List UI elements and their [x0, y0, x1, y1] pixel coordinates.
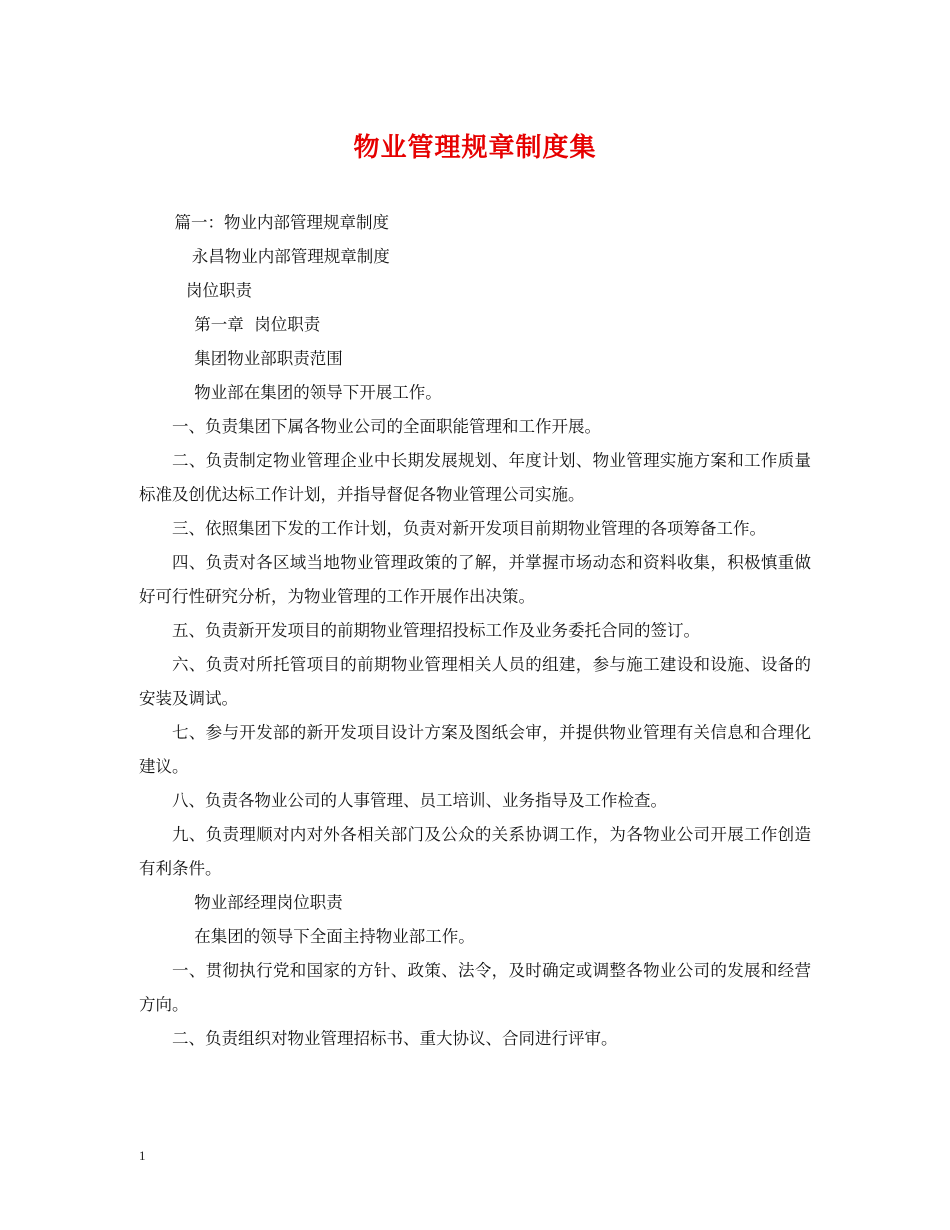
paragraph: 永昌物业内部管理规章制度: [191, 247, 390, 266]
document-body: [139, 206, 811, 1056]
list-item: 二、负责组织对物业管理招标书、重大协议、合同进行评审。: [172, 1029, 618, 1048]
paragraph: 岗位职责: [186, 281, 253, 300]
section-heading: 物业部经理岗位职责: [194, 893, 343, 912]
document-title: 物业管理规章制度集: [353, 133, 597, 163]
list-item: 一、贯彻执行党和国家的方针、政策、法令，及时确定或调整各物业公司的发展和经营方向。: [139, 961, 811, 1014]
page-number: 1: [139, 1148, 146, 1163]
section-heading: 集团物业部职责范围: [194, 349, 343, 368]
list-item: 九、负责理顺对内对外各相关部门及公众的关系协调工作，为各物业公司开展工作创造有利条件。: [139, 825, 811, 878]
list-item: 二、负责制定物业管理企业中长期发展规划、年度计划、物业管理实施方案和工作质量标准及创优达标工作计划，并指导督促各物业管理公司实施。: [139, 451, 811, 504]
paragraph: 篇一：物业内部管理规章制度: [174, 213, 389, 232]
list-item: 八、负责各物业公司的人事管理、员工培训、业务指导及工作检查。: [172, 791, 667, 810]
paragraph: 物业部在集团的领导下开展工作。: [194, 383, 442, 402]
list-item: 七、参与开发部的新开发项目设计方案及图纸会审，并提供物业管理有关信息和合理化建议。: [139, 723, 811, 776]
list-item: 五、负责新开发项目的前期物业管理招投标工作及业务委托合同的签订。: [172, 621, 700, 640]
paragraph: 在集团的领导下全面主持物业部工作。: [194, 927, 475, 946]
chapter-heading: 第一章 岗位职责: [194, 315, 321, 334]
list-item: 六、负责对所托管项目的前期物业管理相关人员的组建，参与施工建设和设施、设备的安装及调试。: [139, 655, 811, 708]
list-item: 三、依照集团下发的工作计划，负责对新开发项目前期物业管理的各项筹备工作。: [172, 519, 766, 538]
list-item: 一、负责集团下属各物业公司的全面职能管理和工作开展。: [172, 417, 601, 436]
list-item: 四、负责对各区域当地物业管理政策的了解，并掌握市场动态和资料收集，积极慎重做好可行性研究分析，为物业管理的工作开展作出决策。: [139, 553, 811, 606]
